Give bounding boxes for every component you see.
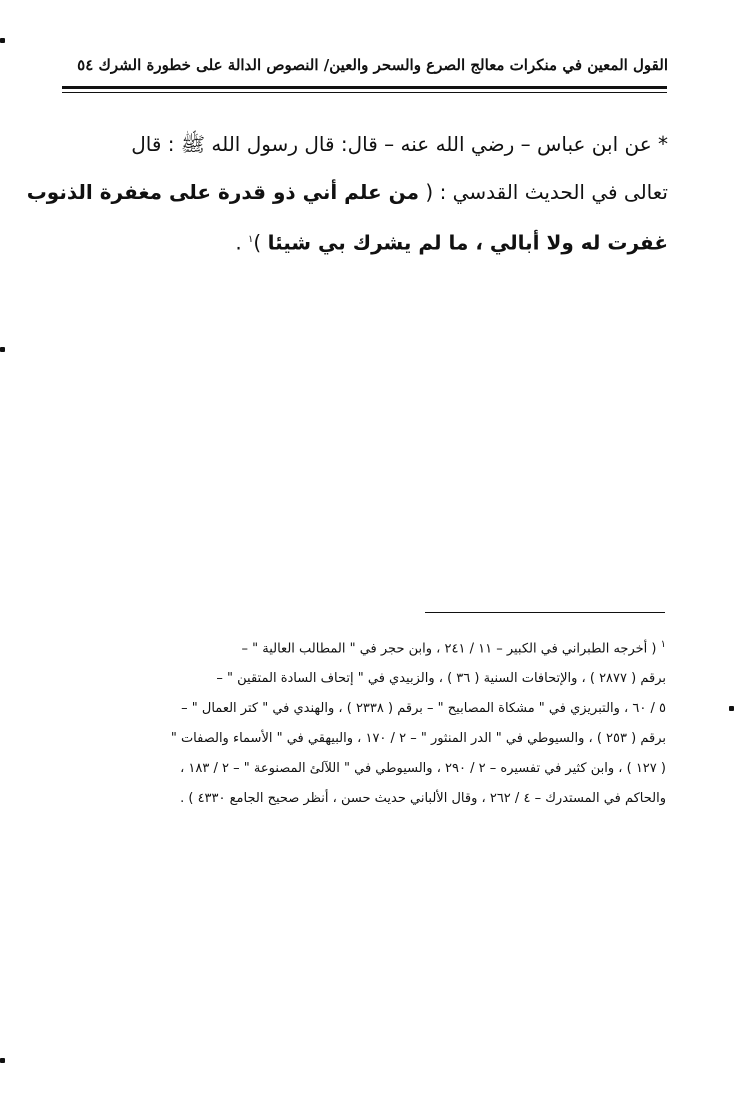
footnote-separator	[425, 612, 665, 613]
hadith-quote-part-2: غفرت له ولا أبالي ، ما لم يشرك بي شيئا	[267, 230, 668, 255]
footnote-line: برقم ( ٢٨٧٧ ) ، والإتحافات السنية ( ٣٦ ) ، والزبيدي في " إتحاف السادة المتقين " –	[216, 671, 666, 687]
scan-edge-mark	[0, 347, 5, 352]
footnote-line: ٥ / ٦٠ ، والتبريزي في " مشكاة المصابيح " – برقم ( ٢٣٣٨ ) ، والهندي في " كتر العمال " –	[181, 701, 666, 717]
running-header	[58, 52, 668, 86]
footnote-marker: ١	[660, 639, 666, 650]
footnote	[66, 630, 666, 814]
quote-close: )	[253, 230, 262, 255]
footnote-reference: ١	[248, 234, 254, 245]
header-title: القول المعين في منكرات معالج الصرع والسحر والعين/ النصوص الدالة على خطورة الشرك ٥٤	[77, 56, 668, 74]
hadith-text	[26, 120, 668, 267]
header-rule-thick	[62, 86, 667, 89]
scan-edge-mark	[729, 706, 734, 711]
footnote-line: ( ١٢٧ ) ، وابن كثير في تفسيره – ٢ / ٢٩٠ ، والسيوطي في " اللآلئ المصنوعة " – ٢ / ١٨٣ ،	[180, 761, 666, 777]
footnote-line	[66, 630, 666, 664]
header-rule-thin	[62, 92, 667, 93]
hadith-line-2	[26, 168, 668, 216]
footnote-line: برقم ( ٢٥٣ ) ، والسيوطي في " الدر المنثور " – ٢ / ١٧٠ ، والبيهقي في " الأسماء والصفات "	[170, 731, 666, 747]
hadith-quote-part-1: من علم أني ذو قدرة على مغفرة الذنوب	[26, 180, 420, 204]
scan-edge-mark	[0, 38, 5, 43]
footnote-line: والحاكم في المستدرك – ٤ / ٢٦٢ ، وقال الألباني حديث حسن ، أنظر صحيح الجامع ٤٣٣٠ ) .	[180, 791, 666, 807]
hadith-line-1: * عن ابن عباس – رضي الله عنه – قال: قال رسول الله ﷺ : قال	[131, 132, 668, 156]
scan-edge-mark	[0, 1058, 5, 1063]
footnote-line-1-text: ( أخرجه الطبراني في الكبير – ١١ / ٢٤١ ، وابن حجر في " المطالب العالية " –	[241, 641, 657, 657]
hadith-line-2-intro: تعالى في الحديث القدسي : (	[425, 180, 668, 204]
hadith-line-3	[68, 216, 668, 267]
line-end-period: .	[235, 230, 242, 255]
